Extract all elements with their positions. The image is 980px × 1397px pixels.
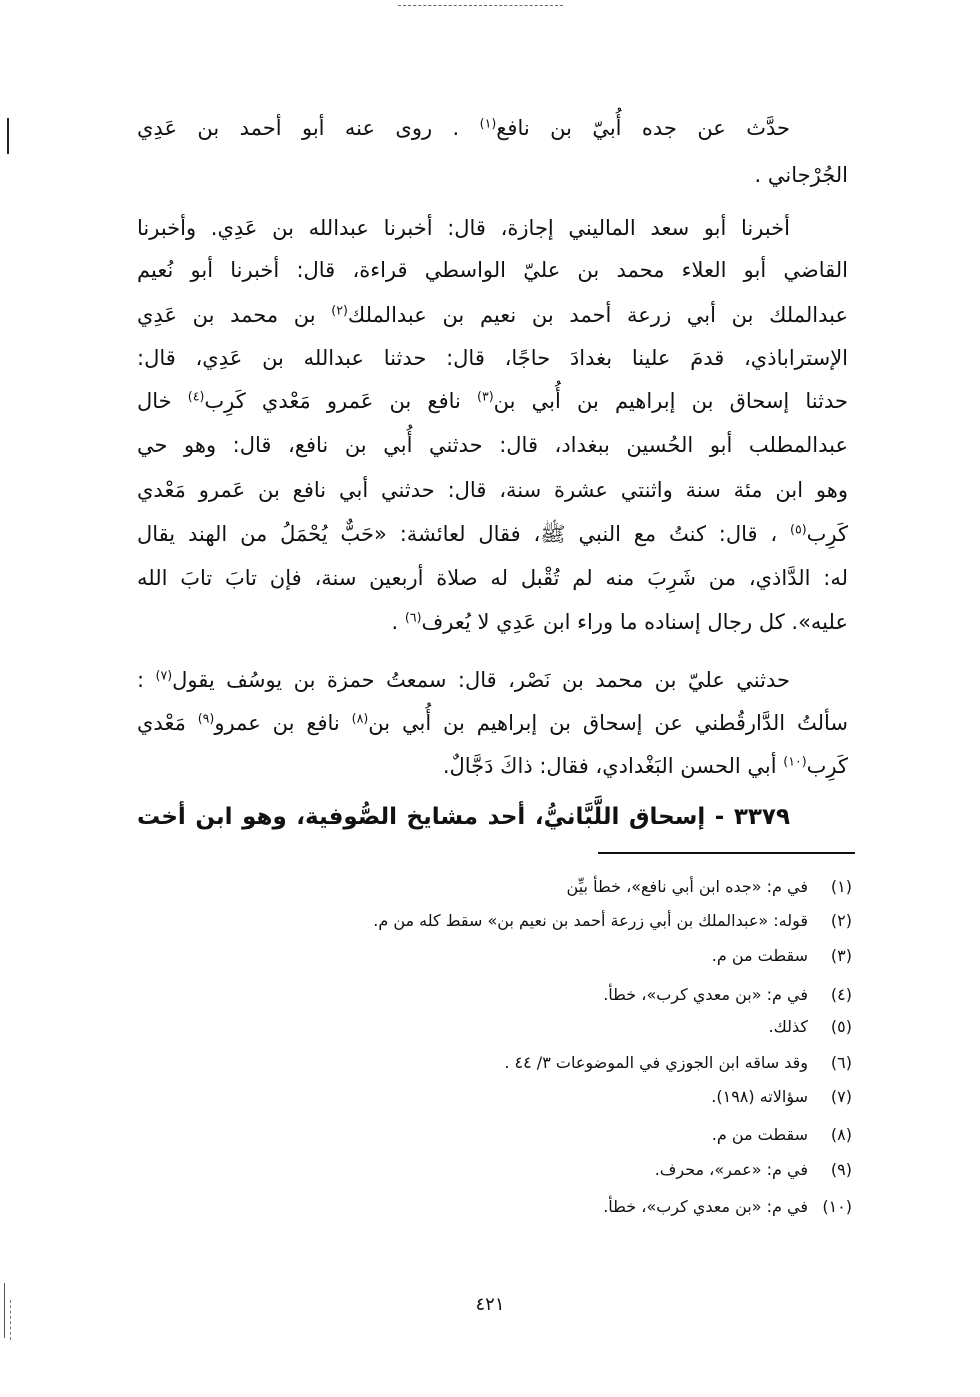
footnote: [712, 941, 852, 971]
footnote-text: سقطت من م.: [711, 946, 808, 965]
body-line: حدثني عليّ بن محمد بن نَصْر، قال: سمعتُ حمزة بن يوسُف يقول$^{(٧)}$ :: [137, 667, 790, 692]
footnote-text: سؤالاته (١٩٨).: [711, 1087, 808, 1106]
footnote: [712, 1120, 852, 1150]
footnote: [603, 980, 852, 1010]
footnote-text: في م: «جده ابن أبي نافع»، خطأ بيِّن: [566, 877, 808, 896]
body-line: الإستراباذي، قدمَ علينا بغدادَ حاجًا، قال: حدثنا عبدالله بن عَدِي، قال:: [137, 346, 848, 370]
footnote-number: (٩): [830, 1160, 852, 1179]
footnote-text: قوله: «عبدالملك بن أبي زرعة أحمد بن نعيم بن» سقط كله من م.: [373, 911, 808, 930]
body-line: عبدالملك بن أبي زرعة أحمد بن نعيم بن عبدالملك$^{(٢)}$ بن محمد بن عَدِي: [137, 302, 848, 327]
footnote-number: (٦): [830, 1053, 852, 1072]
footnote-text: كذلك.: [768, 1017, 808, 1036]
footnote-ref: (٢): [331, 302, 348, 318]
footnote-number: (١): [830, 877, 852, 896]
footnote-text: في م: «بن معدي كرب»، خطأ.: [603, 985, 808, 1004]
footnote-number: (٢): [830, 911, 852, 930]
footnote: [769, 1012, 852, 1042]
body-line: أخبرنا أبو سعد الماليني إجازة، قال: أخبرنا عبدالله بن عَدِي. وأخبرنا: [137, 216, 790, 240]
entry-heading: ٣٣٧٩ - إسحاق اللَّبَّانيُّ، أحد مشايخ الصُّوفية، وهو ابن أخت: [137, 804, 790, 830]
footnote: [504, 1048, 852, 1078]
body-line: الجُرْجاني .: [754, 163, 848, 187]
body-line: سألتُ الدَّارقُطني عن إسحاق بن إبراهيم بن أُبي بن$^{(٨)}$ نافع بن عمرو$^{(٩)}$ مَعْدي: [137, 710, 848, 735]
footnote-ref: (١): [479, 115, 497, 131]
page-number: ٤٢١: [475, 1294, 505, 1315]
body-line: وهو ابن مئة سنة واثنتي عشرة سنة، قال: حدثني أبي نافع بن عَمرو مَعْدي: [137, 478, 848, 502]
footnote-ref: (٩): [197, 710, 215, 726]
body-line: حدَّث عن جده أُبيّ بن نافع$^{(١)}$ . روى عنه أبو أحمد بن عَدِي: [137, 115, 791, 140]
footnote-ref: (٤): [187, 388, 205, 404]
footnote-separator: [598, 852, 855, 854]
body-line: عبدالمطلب أبو الحُسين ببغداد، قال: حدثني أُبي بن نافع، قال: وهو حي: [137, 433, 848, 457]
body-line: عليه». كل رجال إسناده ما وراء ابن عَدِي لا يُعرف$^{(٦)}$ .: [391, 609, 848, 634]
footnote-ref: (٦): [404, 609, 422, 625]
footnote-number: (٨): [830, 1125, 852, 1144]
footnote: [655, 1155, 852, 1185]
footnote-ref: (٧): [155, 667, 173, 683]
footnote-text: في م: «بن معدي كرب»، خطأ.: [603, 1197, 808, 1216]
footnote-number: (٣): [830, 946, 852, 965]
body-line: القاضي أبو العلاء محمد بن عليّ الواسطي قراءة، قال: أخبرنا أبو نُعيم: [137, 258, 848, 282]
footnote: [711, 1082, 852, 1112]
footnote: [567, 872, 852, 902]
footnote-ref: (٥): [790, 521, 807, 537]
footnote-text: سقطت من م.: [711, 1125, 808, 1144]
footnote-number: (٧): [830, 1087, 852, 1106]
scan-mark: [10, 1300, 11, 1340]
body-line: حدثنا إسحاق بن إبراهيم بن أُبي بن$^{(٣)}$ نافع بن عَمرو مَعْدي كَرِب$^{(٤)}$ خال: [137, 388, 848, 413]
scan-mark: [4, 1283, 5, 1338]
footnote-ref: (٨): [351, 710, 369, 726]
footnote-number: (١٠): [822, 1197, 852, 1216]
body-line: كَرِب$^{(٥)}$ ، قال: كنتُ مع النبي ﷺ، فقال لعائشة: «حَبٌّ يُحْمَلُ من الهند يقال: [137, 521, 848, 546]
body-line: كَرِب$^{(١٠)}$ أبي الحسن البَغْدادي، فقال: ذاكَ دَجَّالٌ.: [442, 753, 848, 778]
body-line: له: الدَّاذي، من شَرِبَ منه لم تُقْبل له صلاة أربعين سنة، فإن تابَ تابَ الله: [137, 566, 848, 590]
footnote-text: وقد ساقه ابن الجوزي في الموضوعات ٣/ ٤٤ .: [504, 1053, 808, 1072]
footnote-ref: (٣): [477, 388, 494, 404]
footnote: [603, 1192, 852, 1222]
footnote-number: (٥): [830, 1017, 852, 1036]
scan-mark: [398, 5, 563, 6]
footnote-text: في م: «عمر»، محرف.: [654, 1160, 808, 1179]
footnote-ref: (١٠): [783, 753, 807, 769]
footnote: [373, 906, 852, 936]
footnote-number: (٤): [830, 985, 852, 1004]
scan-mark: [7, 118, 9, 154]
